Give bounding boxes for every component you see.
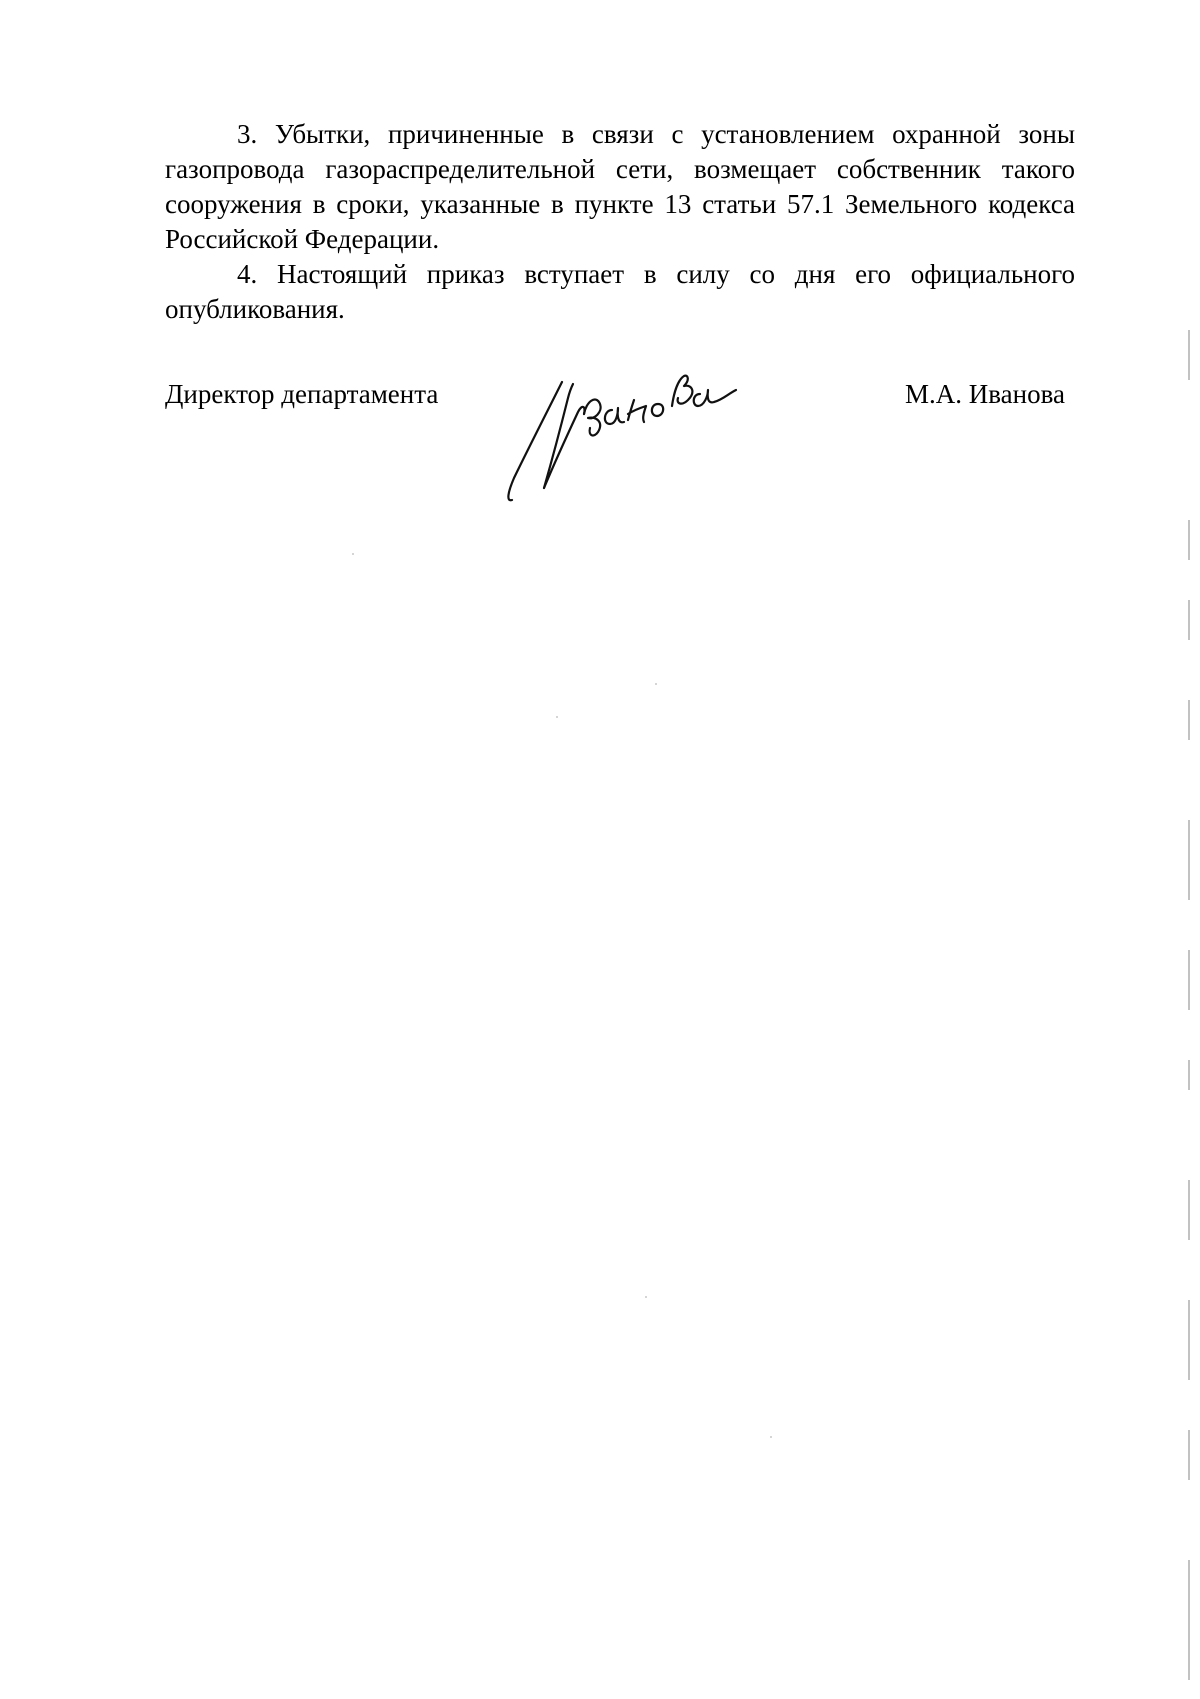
- paragraph-3: 3. Убытки, причиненные в связи с установлением охранной зоны газопровода газораспределительной сети, возмещает собственник такого сооружения в сроки, указанные в пункте 13 статьи 57.1 Земельного кодекса Российской Федерации.: [165, 119, 1075, 254]
- scan-speck: [770, 1436, 772, 1438]
- document-body: [165, 117, 1075, 327]
- paragraph-4: 4. Настоящий приказ вступает в силу со дня его официального опубликования.: [165, 259, 1075, 324]
- scan-speck: [655, 683, 657, 685]
- handwritten-signature: [500, 350, 760, 520]
- scan-speck: [352, 553, 354, 555]
- signer-name: М.А. Иванова: [905, 379, 1065, 409]
- scan-edge-artifact: [1186, 0, 1192, 1699]
- scan-speck: [556, 716, 558, 718]
- scan-speck: [645, 1296, 647, 1298]
- signer-title: Директор департамента: [165, 379, 439, 409]
